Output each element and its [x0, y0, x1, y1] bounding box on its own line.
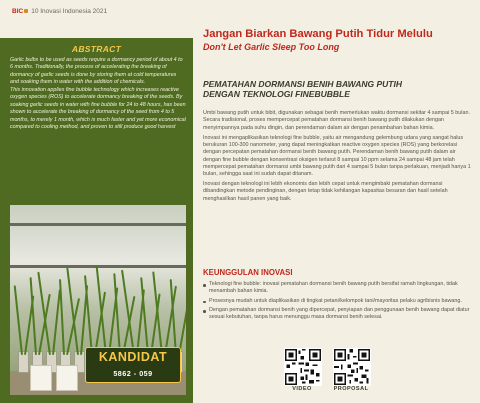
video-label: VIDEO	[292, 386, 312, 392]
proposal-qr-code[interactable]	[333, 348, 371, 386]
abstract-text	[10, 57, 186, 132]
body-paragraph: Umbi bawang putih untuk bibit, digunakan sebagai benih memerlukan waktu dormansi sekitar 4 sampai 5 bulan. Secara tradisional, proses mempercepat pematahan dormansi benih bawang putih dilakukan dengan menyimpannya pada suhu dingin, dan perendaman dalam air dengan penambahan bahan kimia.	[203, 110, 470, 131]
abstract-paragraph: Garlic bulbs to be used as seeds require a dormancy period of about 4 to 6 months. Traditionally, the process of accelerating the breaking of dormancy of garlic seeds is done by storing them at cold temperatures and soaking them in water with the addition of chemicals.	[10, 57, 183, 86]
body-paragraph: Inovasi dengan teknologi ini lebih ekonomis dan lebih cepat untuk mengimbaki pematahan dormansi dibandingkan metode pendinginan, dengan tetap tidak kehilangan kapasitas besaran dan hasil setelah menghasilkan hasil panen yang baik.	[203, 181, 448, 202]
advantages-list	[203, 281, 473, 324]
body-paragraph: Inovasi ini mengaplikasikan teknologi fine bubble, yaitu air mengandung gelembung udara yang sangat halus berukuran 100-300 nanometer, yang dapat meningkatkan reactive oxygen species (ROS) yang berkorelasi dengan percepatan pematahan dormansi benih bawang putih. Perendaman benih bawang putih dalam air dengan fine bubble dengan konsentrasi oksigen terlarut 8 sampai 10 ppm selama 24 sampai 48 jam telah mempercepat pematahan dormansi umbi bawang putih dari 4 sampai 5 bulan tanpa perlakuan, menjadi hanya 1 bulan, sehingga saat ini sudah dapat ditanam.	[203, 134, 471, 178]
candidate-code: 5862 - 059	[113, 369, 153, 378]
abstract-paragraph: This innovation applies fine bubble technology which increases reactive oxygen species (ROS) to accelerate dormancy breaking of the seeds. By soaking garlic seeds in water with fine bubble for 24 to 48 hours, has been shown to accelerate the breaking of dormancy of the seed from 4 to 5 months, to merely 1 month, which is much faster and yet more economical compared to cooling method, and proven to still produce good harvest	[10, 86, 186, 131]
advantages-title: KEUNGGULAN INOVASI	[203, 268, 293, 277]
bullet-icon	[24, 9, 28, 13]
list-item: Teknologi fine bubble: inovasi pematahan dormansi benih bawang putih bersifat ramah lingkungan, tidak menambah bahan kimia.	[203, 281, 473, 296]
candidate-badge	[85, 347, 181, 383]
candidate-label: KANDIDAT	[98, 350, 168, 364]
subtitle-line: DENGAN TEKNOLOGI FINEBUBBLE	[203, 89, 350, 99]
list-item: Prosesnya mudah untuk diaplikasikan di tingkat petani/kelompok tani/mayoritas pelaku agribisnis bawang.	[203, 298, 473, 305]
section-subtitle	[203, 79, 473, 99]
page-title: Jangan Biarkan Bawang Putih Tidur Melulu	[203, 28, 433, 40]
page-title-english: Don't Let Garlic Sleep Too Long	[203, 42, 340, 52]
brand-label: BIC	[12, 8, 24, 15]
list-item: Dengan pematahan dormansi benih yang dipercepat, penyiapan dan penggunaan benih bawang dapat diatur sesuai kebutuhan, tanpa harus menunggu masa dormansi benih selesai.	[203, 307, 473, 322]
subtitle-line: PEMATAHAN DORMANSI BENIH BAWANG PUTIH	[203, 79, 402, 89]
body-text	[203, 110, 473, 206]
proposal-label: PROPOSAL	[333, 386, 369, 392]
abstract-title: ABSTRACT	[71, 44, 122, 54]
header-bar	[12, 8, 107, 15]
header-text: 10 Inovasi Indonesia 2021	[31, 8, 108, 15]
video-qr-code[interactable]	[284, 348, 322, 386]
